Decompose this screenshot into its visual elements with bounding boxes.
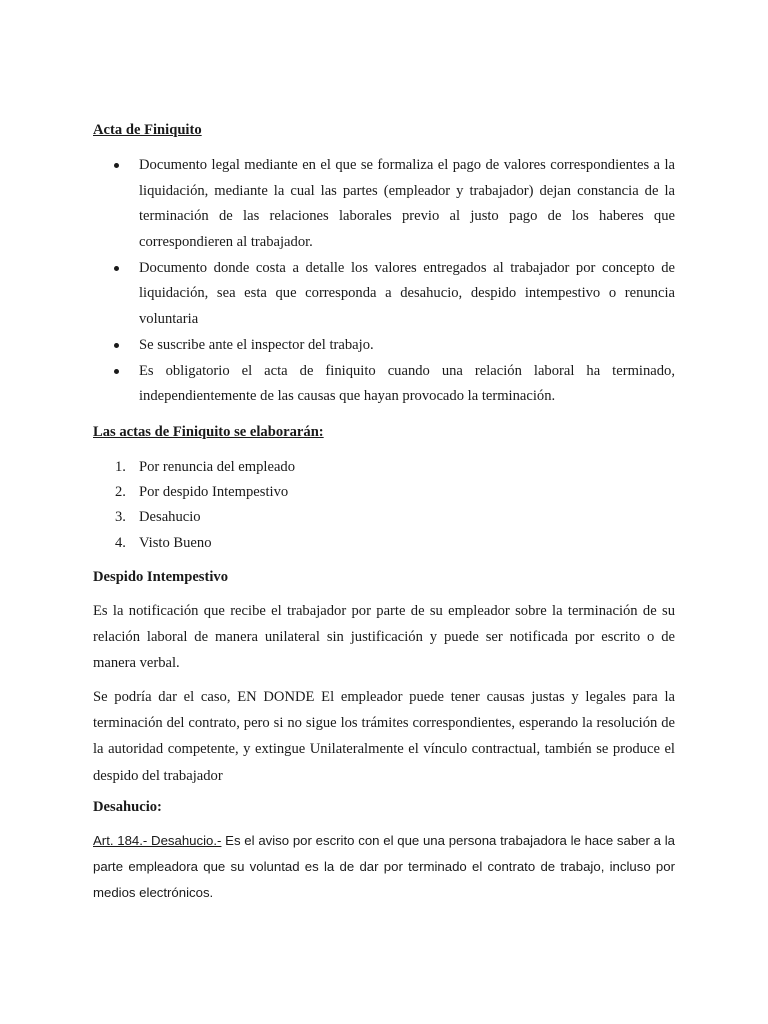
finiquito-types-list: [93, 455, 675, 556]
article-text: Es el aviso por escrito con el que una persona trabajadora le hace saber a la parte empleadora que su voluntad es la de dar por terminado el contrato de trabajo, incluso por medios electrónicos.: [93, 833, 675, 900]
list-item: Documento legal mediante en el que se formaliza el pago de valores correspondientes a la liquidación, mediante la cual las partes (empleador y trabajador) dejan constancia de la terminación de las relaciones laborales previo al justo pago de los haberes que correspondieren al trabajador.: [93, 153, 675, 255]
bullet-icon: [114, 266, 119, 271]
list-item: 3. Desahucio: [93, 505, 675, 530]
list-number: 3.: [115, 509, 126, 526]
despido-heading: Despido Intempestivo: [93, 569, 228, 585]
despido-paragraph-1: Es la notificación que recibe el trabajador por parte de su empleador sobre la terminación de su relación laboral de manera unilateral sin justificación y puede ser notificada por escrito o de manera verbal.: [93, 603, 675, 672]
list-item: Documento donde costa a detalle los valores entregados al trabajador por concepto de liquidación, sea esta que corresponda a desahucio, despido intempestivo o renuncia voluntaria: [93, 256, 675, 333]
list-item: 4. Visto Bueno: [93, 531, 675, 556]
document-title: Acta de Finiquito: [93, 122, 202, 138]
bullet-icon: [114, 369, 119, 374]
list-number: 4.: [115, 534, 126, 551]
list-number: 2.: [115, 484, 126, 501]
desahucio-heading: Desahucio:: [93, 799, 162, 815]
despido-paragraph-2: Se podría dar el caso, EN DONDE El empleador puede tener causas justas y legales para la terminación del contrato, pero si no sigue los trámites correspondientes, esperando la resolución de la autoridad competente, y extingue Unilateralmente el vínculo contractual, también se produce el despido del trabajador: [93, 689, 675, 784]
definition-bullet-list: [93, 153, 675, 410]
list-number: 1.: [115, 459, 126, 475]
article-reference: Art. 184.- Desahucio.-: [93, 833, 222, 848]
list-item: Se suscribe ante el inspector del trabajo.: [93, 333, 675, 359]
list-item: 1. Por renuncia del empleado: [93, 455, 675, 480]
list-item: Es obligatorio el acta de finiquito cuando una relación laboral ha terminado, independientemente de las causas que hayan provocado la terminación.: [93, 359, 675, 410]
list-item: 2. Por despido Intempestivo: [93, 480, 675, 505]
bullet-icon: [114, 343, 119, 348]
list-heading: Las actas de Finiquito se elaborarán:: [93, 424, 324, 440]
desahucio-article: [93, 828, 675, 906]
bullet-icon: [114, 163, 119, 168]
